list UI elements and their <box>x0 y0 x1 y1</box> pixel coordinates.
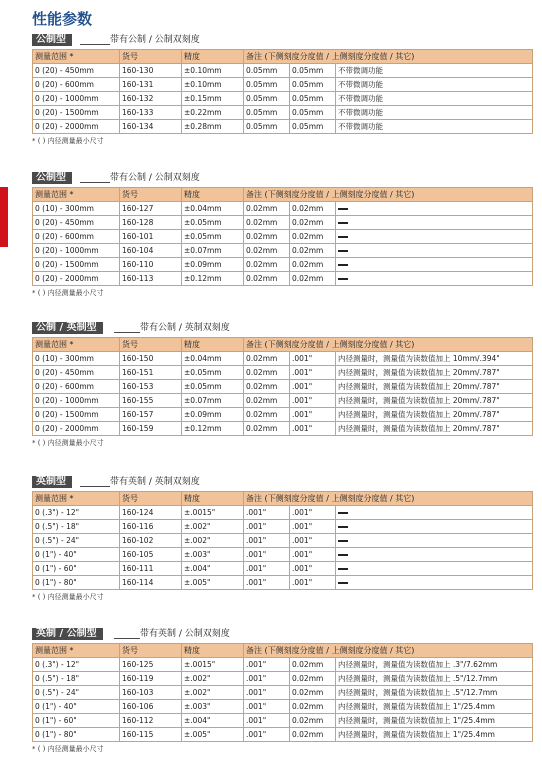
spec-table <box>32 49 533 134</box>
cell-accuracy: ±0.07mm <box>182 244 244 258</box>
cell-range: 0 (20) - 1000mm <box>33 394 120 408</box>
table-row <box>33 520 533 534</box>
cell-code: 160-150 <box>120 352 182 366</box>
header-range: 测量范围 * <box>33 50 120 64</box>
section-tag-line <box>80 486 110 487</box>
cell-other: 不带微调功能 <box>336 106 533 120</box>
cell-range: 0 (.5") - 24" <box>33 686 120 700</box>
cell-accuracy: ±0.05mm <box>182 216 244 230</box>
cell-accuracy: ±0.10mm <box>182 64 244 78</box>
cell-code: 160-151 <box>120 366 182 380</box>
cell-range: 0 (1") - 60" <box>33 714 120 728</box>
cell-code: 160-159 <box>120 422 182 436</box>
cell-accuracy: ±.0015" <box>182 506 244 520</box>
cell-accuracy: ±0.05mm <box>182 380 244 394</box>
footnote: * ( ) 内径测量最小尺寸 <box>32 593 104 601</box>
cell-code: 160-111 <box>120 562 182 576</box>
cell-other <box>336 244 533 258</box>
cell-code: 160-105 <box>120 548 182 562</box>
header-remark: 备注 (下侧刻度分度值 / 上侧刻度分度值 / 其它) <box>244 50 533 64</box>
cell-upper-scale: 0.05mm <box>290 92 336 106</box>
cell-other: 内径测量时，测量值为读数值加上 10mm/.394" <box>336 352 533 366</box>
header-accuracy: 精度 <box>182 644 244 658</box>
cell-upper-scale: .001" <box>290 520 336 534</box>
table-row <box>33 728 533 742</box>
cell-lower-scale: 0.05mm <box>244 92 290 106</box>
table-row <box>33 576 533 590</box>
section-tag-line <box>80 44 110 45</box>
cell-code: 160-104 <box>120 244 182 258</box>
cell-lower-scale: 0.02mm <box>244 230 290 244</box>
cell-code: 160-103 <box>120 686 182 700</box>
table-header-row <box>33 644 533 658</box>
cell-range: 0 (.5") - 18" <box>33 672 120 686</box>
cell-upper-scale: .001" <box>290 352 336 366</box>
cell-code: 160-119 <box>120 672 182 686</box>
table-row <box>33 714 533 728</box>
section-subtitle: 带有公制 / 公制双刻度 <box>110 173 200 183</box>
cell-upper-scale: .001" <box>290 534 336 548</box>
cell-code: 160-115 <box>120 728 182 742</box>
cell-other: 内径测量时，测量值为读数值加上 1"/25.4mm <box>336 728 533 742</box>
table-row <box>33 106 533 120</box>
table-row <box>33 408 533 422</box>
cell-range: 0 (20) - 600mm <box>33 230 120 244</box>
header-accuracy: 精度 <box>182 492 244 506</box>
cell-upper-scale: 0.05mm <box>290 106 336 120</box>
cell-accuracy: ±0.15mm <box>182 92 244 106</box>
cell-lower-scale: 0.02mm <box>244 202 290 216</box>
cell-lower-scale: .001" <box>244 714 290 728</box>
cell-lower-scale: .001" <box>244 728 290 742</box>
cell-lower-scale: .001" <box>244 534 290 548</box>
cell-upper-scale: .001" <box>290 562 336 576</box>
section-subtitle: 带有公制 / 公制双刻度 <box>110 35 200 45</box>
header-code: 货号 <box>120 492 182 506</box>
cell-upper-scale: .001" <box>290 366 336 380</box>
cell-other: 不带微调功能 <box>336 78 533 92</box>
cell-range: 0 (1") - 40" <box>33 700 120 714</box>
dash-mark <box>338 208 348 210</box>
cell-other: 内径测量时，测量值为读数值加上 .5"/12.7mm <box>336 686 533 700</box>
spec-section <box>32 628 532 754</box>
cell-accuracy: ±0.05mm <box>182 230 244 244</box>
cell-other <box>336 534 533 548</box>
cell-range: 0 (.3") - 12" <box>33 506 120 520</box>
table-row <box>33 394 533 408</box>
dash-mark <box>338 250 348 252</box>
cell-accuracy: ±.005" <box>182 576 244 590</box>
header-range: 测量范围 * <box>33 492 120 506</box>
section-tag-line <box>114 332 140 333</box>
cell-lower-scale: 0.02mm <box>244 394 290 408</box>
cell-other <box>336 230 533 244</box>
cell-range: 0 (20) - 1500mm <box>33 408 120 422</box>
section-tag: 公制型 <box>32 34 72 46</box>
cell-upper-scale: 0.02mm <box>290 714 336 728</box>
cell-upper-scale: 0.05mm <box>290 120 336 134</box>
cell-lower-scale: 0.02mm <box>244 380 290 394</box>
dash-mark <box>338 568 348 570</box>
cell-code: 160-110 <box>120 258 182 272</box>
cell-range: 0 (.3") - 12" <box>33 658 120 672</box>
cell-lower-scale: .001" <box>244 548 290 562</box>
header-remark: 备注 (下侧刻度分度值 / 上侧刻度分度值 / 其它) <box>244 492 533 506</box>
cell-other: 内径测量时，测量值为读数值加上 20mm/.787" <box>336 408 533 422</box>
cell-lower-scale: .001" <box>244 672 290 686</box>
cell-upper-scale: 0.02mm <box>290 216 336 230</box>
cell-upper-scale: .001" <box>290 380 336 394</box>
cell-lower-scale: .001" <box>244 506 290 520</box>
cell-upper-scale: 0.02mm <box>290 272 336 286</box>
cell-code: 160-131 <box>120 78 182 92</box>
cell-range: 0 (20) - 450mm <box>33 64 120 78</box>
cell-lower-scale: 0.02mm <box>244 244 290 258</box>
dash-mark <box>338 540 348 542</box>
cell-upper-scale: 0.02mm <box>290 244 336 258</box>
page-title: 性能参数 <box>32 10 93 28</box>
header-accuracy: 精度 <box>182 50 244 64</box>
cell-other: 内径测量时，测量值为读数值加上 20mm/.787" <box>336 380 533 394</box>
cell-lower-scale: 0.05mm <box>244 78 290 92</box>
spec-section <box>32 322 532 448</box>
cell-range: 0 (20) - 600mm <box>33 78 120 92</box>
cell-accuracy: ±.002" <box>182 520 244 534</box>
cell-code: 160-114 <box>120 576 182 590</box>
section-header <box>32 322 532 336</box>
dash-mark <box>338 526 348 528</box>
cell-accuracy: ±.002" <box>182 534 244 548</box>
cell-accuracy: ±0.04mm <box>182 202 244 216</box>
cell-upper-scale: 0.02mm <box>290 686 336 700</box>
cell-lower-scale: .001" <box>244 520 290 534</box>
cell-other: 内径测量时，测量值为读数值加上 .5"/12.7mm <box>336 672 533 686</box>
cell-other <box>336 576 533 590</box>
cell-upper-scale: 0.02mm <box>290 658 336 672</box>
cell-upper-scale: 0.02mm <box>290 258 336 272</box>
cell-accuracy: ±.004" <box>182 562 244 576</box>
table-row <box>33 64 533 78</box>
cell-range: 0 (20) - 1500mm <box>33 106 120 120</box>
cell-range: 0 (20) - 1500mm <box>33 258 120 272</box>
header-code: 货号 <box>120 50 182 64</box>
dash-mark <box>338 278 348 280</box>
dash-mark <box>338 236 348 238</box>
section-tag: 公制型 <box>32 172 72 184</box>
side-tab-marker <box>0 187 8 247</box>
cell-accuracy: ±0.22mm <box>182 106 244 120</box>
table-row <box>33 230 533 244</box>
table-header-row <box>33 338 533 352</box>
cell-other: 不带微调功能 <box>336 120 533 134</box>
spec-table <box>32 643 533 742</box>
cell-upper-scale: 0.02mm <box>290 728 336 742</box>
footnote: * ( ) 内径测量最小尺寸 <box>32 439 104 447</box>
cell-accuracy: ±.003" <box>182 548 244 562</box>
cell-upper-scale: .001" <box>290 548 336 562</box>
cell-other <box>336 272 533 286</box>
cell-code: 160-116 <box>120 520 182 534</box>
cell-code: 160-133 <box>120 106 182 120</box>
table-row <box>33 244 533 258</box>
cell-other <box>336 258 533 272</box>
cell-upper-scale: 0.02mm <box>290 202 336 216</box>
table-row <box>33 422 533 436</box>
cell-code: 160-130 <box>120 64 182 78</box>
cell-code: 160-101 <box>120 230 182 244</box>
header-remark: 备注 (下侧刻度分度值 / 上侧刻度分度值 / 其它) <box>244 338 533 352</box>
cell-lower-scale: 0.02mm <box>244 272 290 286</box>
cell-range: 0 (10) - 300mm <box>33 352 120 366</box>
cell-accuracy: ±0.05mm <box>182 366 244 380</box>
table-row <box>33 700 533 714</box>
cell-range: 0 (20) - 2000mm <box>33 272 120 286</box>
cell-code: 160-102 <box>120 534 182 548</box>
section-header <box>32 476 532 490</box>
section-subtitle: 带有英制 / 英制双刻度 <box>110 477 200 487</box>
spec-section <box>32 34 532 146</box>
cell-upper-scale: .001" <box>290 422 336 436</box>
cell-lower-scale: 0.02mm <box>244 258 290 272</box>
cell-other: 内径测量时，测量值为读数值加上 .3"/7.62mm <box>336 658 533 672</box>
cell-lower-scale: .001" <box>244 686 290 700</box>
header-remark: 备注 (下侧刻度分度值 / 上侧刻度分度值 / 其它) <box>244 644 533 658</box>
cell-range: 0 (20) - 2000mm <box>33 422 120 436</box>
cell-code: 160-124 <box>120 506 182 520</box>
section-tag: 英制 / 公制型 <box>32 628 103 640</box>
cell-range: 0 (1") - 80" <box>33 728 120 742</box>
table-row <box>33 658 533 672</box>
section-header <box>32 34 532 48</box>
cell-lower-scale: .001" <box>244 562 290 576</box>
dash-mark <box>338 554 348 556</box>
cell-accuracy: ±0.04mm <box>182 352 244 366</box>
cell-code: 160-157 <box>120 408 182 422</box>
table-row <box>33 380 533 394</box>
cell-other <box>336 506 533 520</box>
cell-other: 内径测量时，测量值为读数值加上 20mm/.787" <box>336 394 533 408</box>
spec-section <box>32 172 532 298</box>
cell-other: 不带微调功能 <box>336 64 533 78</box>
section-subtitle: 带有公制 / 英制双刻度 <box>140 323 230 333</box>
cell-upper-scale: .001" <box>290 576 336 590</box>
cell-range: 0 (20) - 2000mm <box>33 120 120 134</box>
cell-upper-scale: 0.05mm <box>290 64 336 78</box>
cell-accuracy: ±.005" <box>182 728 244 742</box>
cell-accuracy: ±.003" <box>182 700 244 714</box>
cell-code: 160-106 <box>120 700 182 714</box>
cell-other: 不带微调功能 <box>336 92 533 106</box>
cell-upper-scale: .001" <box>290 506 336 520</box>
cell-range: 0 (20) - 600mm <box>33 380 120 394</box>
cell-range: 0 (1") - 80" <box>33 576 120 590</box>
cell-accuracy: ±0.12mm <box>182 422 244 436</box>
cell-accuracy: ±.002" <box>182 672 244 686</box>
table-row <box>33 562 533 576</box>
cell-other <box>336 202 533 216</box>
cell-upper-scale: .001" <box>290 408 336 422</box>
cell-accuracy: ±.0015" <box>182 658 244 672</box>
cell-accuracy: ±0.28mm <box>182 120 244 134</box>
cell-lower-scale: 0.05mm <box>244 120 290 134</box>
cell-upper-scale: .001" <box>290 394 336 408</box>
cell-range: 0 (20) - 1000mm <box>33 92 120 106</box>
cell-accuracy: ±0.07mm <box>182 394 244 408</box>
header-remark: 备注 (下侧刻度分度值 / 上侧刻度分度值 / 其它) <box>244 188 533 202</box>
cell-code: 160-112 <box>120 714 182 728</box>
section-tag: 英制型 <box>32 476 72 488</box>
cell-range: 0 (.5") - 18" <box>33 520 120 534</box>
dash-mark <box>338 582 348 584</box>
cell-code: 160-127 <box>120 202 182 216</box>
dash-mark <box>338 264 348 266</box>
cell-range: 0 (1") - 60" <box>33 562 120 576</box>
header-range: 测量范围 * <box>33 338 120 352</box>
cell-other <box>336 216 533 230</box>
table-row <box>33 366 533 380</box>
table-row <box>33 534 533 548</box>
cell-accuracy: ±.004" <box>182 714 244 728</box>
cell-code: 160-155 <box>120 394 182 408</box>
cell-code: 160-134 <box>120 120 182 134</box>
table-row <box>33 92 533 106</box>
spec-table <box>32 491 533 590</box>
header-code: 货号 <box>120 188 182 202</box>
table-row <box>33 352 533 366</box>
table-row <box>33 672 533 686</box>
cell-lower-scale: .001" <box>244 658 290 672</box>
table-header-row <box>33 50 533 64</box>
cell-lower-scale: 0.05mm <box>244 106 290 120</box>
spec-section <box>32 476 532 602</box>
cell-accuracy: ±0.10mm <box>182 78 244 92</box>
cell-code: 160-128 <box>120 216 182 230</box>
section-subtitle: 带有英制 / 公制双刻度 <box>140 629 230 639</box>
cell-range: 0 (20) - 450mm <box>33 216 120 230</box>
cell-code: 160-113 <box>120 272 182 286</box>
cell-code: 160-153 <box>120 380 182 394</box>
cell-code: 160-125 <box>120 658 182 672</box>
cell-lower-scale: 0.02mm <box>244 366 290 380</box>
cell-lower-scale: 0.02mm <box>244 216 290 230</box>
cell-other: 内径测量时，测量值为读数值加上 20mm/.787" <box>336 366 533 380</box>
cell-range: 0 (20) - 1000mm <box>33 244 120 258</box>
cell-accuracy: ±.002" <box>182 686 244 700</box>
cell-other <box>336 520 533 534</box>
cell-range: 0 (1") - 40" <box>33 548 120 562</box>
dash-mark <box>338 512 348 514</box>
section-tag: 公制 / 英制型 <box>32 322 103 334</box>
cell-accuracy: ±0.12mm <box>182 272 244 286</box>
cell-upper-scale: 0.02mm <box>290 672 336 686</box>
header-range: 测量范围 * <box>33 644 120 658</box>
header-range: 测量范围 * <box>33 188 120 202</box>
table-row <box>33 78 533 92</box>
cell-other: 内径测量时，测量值为读数值加上 1"/25.4mm <box>336 714 533 728</box>
cell-upper-scale: 0.02mm <box>290 700 336 714</box>
header-code: 货号 <box>120 644 182 658</box>
table-header-row <box>33 188 533 202</box>
cell-lower-scale: 0.02mm <box>244 422 290 436</box>
section-header <box>32 628 532 642</box>
table-row <box>33 258 533 272</box>
cell-other <box>336 548 533 562</box>
table-row <box>33 548 533 562</box>
footnote: * ( ) 内径测量最小尺寸 <box>32 289 104 297</box>
header-accuracy: 精度 <box>182 188 244 202</box>
spec-table <box>32 337 533 436</box>
cell-upper-scale: 0.05mm <box>290 78 336 92</box>
cell-range: 0 (20) - 450mm <box>33 366 120 380</box>
table-row <box>33 506 533 520</box>
cell-other: 内径测量时，测量值为读数值加上 20mm/.787" <box>336 422 533 436</box>
table-row <box>33 272 533 286</box>
cell-lower-scale: 0.02mm <box>244 352 290 366</box>
cell-upper-scale: 0.02mm <box>290 230 336 244</box>
cell-range: 0 (.5") - 24" <box>33 534 120 548</box>
cell-other: 内径测量时，测量值为读数值加上 1"/25.4mm <box>336 700 533 714</box>
header-code: 货号 <box>120 338 182 352</box>
section-header <box>32 172 532 186</box>
footnote: * ( ) 内径测量最小尺寸 <box>32 137 104 145</box>
cell-other <box>336 562 533 576</box>
table-header-row <box>33 492 533 506</box>
cell-lower-scale: .001" <box>244 576 290 590</box>
cell-lower-scale: .001" <box>244 700 290 714</box>
cell-lower-scale: 0.05mm <box>244 64 290 78</box>
cell-accuracy: ±0.09mm <box>182 258 244 272</box>
section-tag-line <box>80 182 110 183</box>
section-tag-line <box>114 638 140 639</box>
header-accuracy: 精度 <box>182 338 244 352</box>
table-row <box>33 202 533 216</box>
table-row <box>33 216 533 230</box>
table-row <box>33 686 533 700</box>
spec-table <box>32 187 533 286</box>
cell-lower-scale: 0.02mm <box>244 408 290 422</box>
footnote: * ( ) 内径测量最小尺寸 <box>32 745 104 753</box>
dash-mark <box>338 222 348 224</box>
cell-code: 160-132 <box>120 92 182 106</box>
cell-accuracy: ±0.09mm <box>182 408 244 422</box>
table-row <box>33 120 533 134</box>
cell-range: 0 (10) - 300mm <box>33 202 120 216</box>
